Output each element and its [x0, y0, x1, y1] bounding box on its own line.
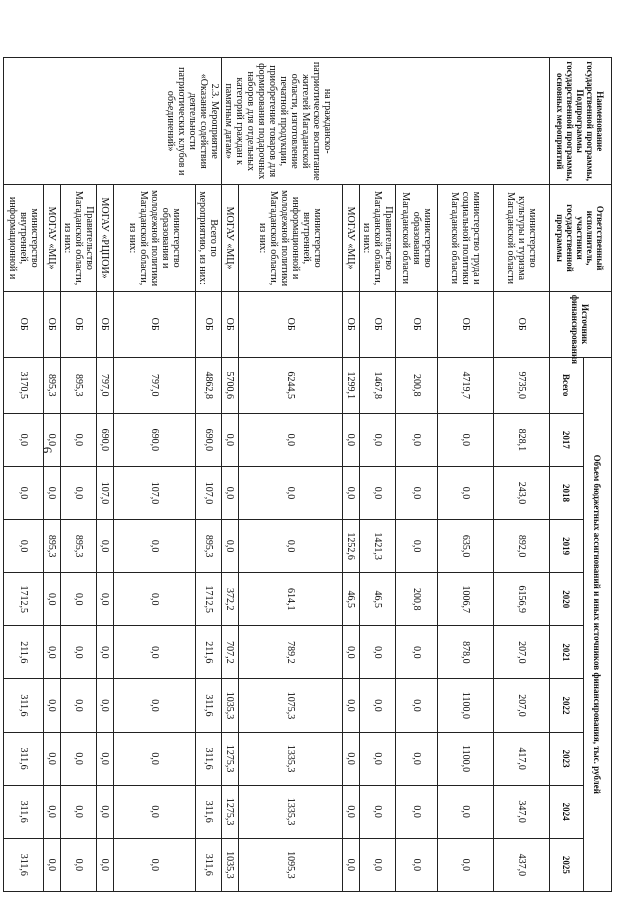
year-value-cell: 0,0 [44, 785, 61, 838]
total-cell: 1299,1 [343, 357, 360, 413]
responsible-cell: МОГАУ «МЦ» [343, 185, 360, 291]
year-value-cell: 0,0 [97, 838, 114, 891]
year-value-cell: 0,0 [44, 679, 61, 732]
year-value-cell: 0,0 [4, 466, 44, 519]
year-value-cell: 107,0 [97, 466, 114, 519]
year-value-cell: 0,0 [97, 785, 114, 838]
year-value-cell: 311,6 [196, 838, 222, 891]
year-value-cell: 690,0 [97, 413, 114, 466]
year-value-cell: 211,6 [4, 626, 44, 679]
year-value-cell: 0,0 [360, 626, 396, 679]
year-value-cell: 895,3 [61, 520, 97, 573]
year-value-cell: 311,6 [196, 732, 222, 785]
total-cell: 797,0 [114, 357, 196, 413]
year-value-cell: 311,6 [196, 679, 222, 732]
source-cell: ОБ [44, 291, 61, 357]
year-value-cell: 0,0 [61, 626, 97, 679]
year-value-cell: 107,0 [114, 466, 196, 519]
year-value-cell: 0,0 [97, 520, 114, 573]
header-name: Наименование государственной программы, Подпрограммы государственной программы, основных мероприятий [550, 58, 612, 185]
year-value-cell: 0,0 [44, 466, 61, 519]
year-value-cell: 0,0 [222, 413, 239, 466]
year-value-cell: 0,0 [396, 679, 438, 732]
source-cell: ОБ [494, 291, 550, 357]
year-value-cell: 789,2 [239, 626, 343, 679]
year-value-cell: 0,0 [343, 466, 360, 519]
year-value-cell: 0,0 [222, 466, 239, 519]
year-value-cell: 0,0 [360, 838, 396, 891]
table-row [196, 58, 222, 892]
year-value-cell: 0,0 [239, 520, 343, 573]
year-value-cell: 828,1 [494, 413, 550, 466]
year-value-cell: 1252,6 [343, 520, 360, 573]
year-value-cell: 0,0 [396, 466, 438, 519]
year-value-cell: 200,8 [396, 573, 438, 626]
year-value-cell: 0,0 [396, 838, 438, 891]
source-cell: ОБ [360, 291, 396, 357]
total-cell: 9735,0 [494, 357, 550, 413]
program-name-cell: 2.3. Мероприятие «Оказание содействия деятельности патриотических клубов и объединений» [4, 58, 222, 185]
year-value-cell: 372,2 [222, 573, 239, 626]
year-value-cell: 0,0 [44, 626, 61, 679]
total-cell: 200,8 [396, 357, 438, 413]
header-year: 2024 [550, 785, 584, 838]
year-value-cell: 0,0 [438, 785, 494, 838]
year-value-cell: 0,0 [44, 838, 61, 891]
source-cell: ОБ [222, 291, 239, 357]
table-row [494, 58, 550, 892]
year-value-cell: 0,0 [114, 573, 196, 626]
total-cell: 797,0 [97, 357, 114, 413]
year-value-cell: 0,0 [97, 626, 114, 679]
year-value-cell: 0,0 [396, 785, 438, 838]
funding-table [3, 57, 612, 892]
year-value-cell: 211,6 [196, 626, 222, 679]
header-year: 2022 [550, 679, 584, 732]
source-cell: ОБ [396, 291, 438, 357]
year-value-cell: 0,0 [360, 466, 396, 519]
year-value-cell: 895,3 [196, 520, 222, 573]
program-name-cell: на гражданско-патриотическое воспитание жителей Магаданской области, изготовление печатной продукции, приобретение товаров для формирования подарочных наборов для отдельных категорий граждан к памятным датам» [222, 58, 550, 185]
year-value-cell: 1100,0 [438, 679, 494, 732]
year-value-cell: 1335,3 [239, 732, 343, 785]
year-value-cell: 1421,3 [360, 520, 396, 573]
year-value-cell: 707,2 [222, 626, 239, 679]
responsible-cell: министерство культуры и туризма Магаданской области [494, 185, 550, 291]
total-cell: 1467,8 [360, 357, 396, 413]
year-value-cell: 0,0 [360, 785, 396, 838]
year-value-cell: 0,0 [360, 732, 396, 785]
year-value-cell: 347,0 [494, 785, 550, 838]
year-value-cell: 0,0 [97, 732, 114, 785]
header-source: Источник финансирования [550, 291, 612, 357]
source-cell: ОБ [114, 291, 196, 357]
responsible-cell: Правительство Магаданской области, из них: [360, 185, 396, 291]
year-value-cell: 1275,3 [222, 785, 239, 838]
responsible-cell: министерство образования Магаданской области [396, 185, 438, 291]
source-cell: ОБ [438, 291, 494, 357]
year-value-cell: 0,0 [44, 413, 61, 466]
header-year: 2018 [550, 466, 584, 519]
year-value-cell: 311,6 [196, 785, 222, 838]
header-responsible: Ответственный исполнитель, участники государственной программы [550, 185, 612, 291]
year-value-cell: 895,3 [44, 520, 61, 573]
year-value-cell: 878,0 [438, 626, 494, 679]
source-cell: ОБ [97, 291, 114, 357]
year-value-cell: 0,0 [343, 413, 360, 466]
year-value-cell: 0,0 [360, 679, 396, 732]
year-value-cell: 0,0 [61, 466, 97, 519]
year-value-cell: 0,0 [438, 838, 494, 891]
year-value-cell: 311,6 [4, 838, 44, 891]
year-value-cell: 1100,0 [438, 732, 494, 785]
header-year: 2017 [550, 413, 584, 466]
total-cell: 5700,6 [222, 357, 239, 413]
year-value-cell: 0,0 [114, 626, 196, 679]
year-value-cell: 0,0 [343, 838, 360, 891]
year-value-cell: 0,0 [44, 732, 61, 785]
year-value-cell: 614,1 [239, 573, 343, 626]
header-year: 2021 [550, 626, 584, 679]
year-value-cell: 6156,9 [494, 573, 550, 626]
page-number: 6 [40, 446, 55, 454]
header-year: 2023 [550, 732, 584, 785]
year-value-cell: 107,0 [196, 466, 222, 519]
header-year: 2020 [550, 573, 584, 626]
header-funding-group: Объем бюджетных ассигнований и иных источников финансирования, тыс. рублей [584, 357, 612, 891]
responsible-cell: МОГАУ «РЦПОИ» [97, 185, 114, 291]
year-value-cell: 1275,3 [222, 732, 239, 785]
year-value-cell: 0,0 [61, 679, 97, 732]
source-cell: ОБ [343, 291, 360, 357]
year-value-cell: 417,0 [494, 732, 550, 785]
responsible-cell: министерство образования и молодежной политики Магаданской области, из них: [114, 185, 196, 291]
year-value-cell: 0,0 [239, 466, 343, 519]
year-value-cell: 207,0 [494, 679, 550, 732]
responsible-cell: МОГАУ «МЦ» [222, 185, 239, 291]
year-value-cell: 0,0 [61, 838, 97, 891]
year-value-cell: 690,0 [114, 413, 196, 466]
year-value-cell: 1006,7 [438, 573, 494, 626]
year-value-cell: 0,0 [61, 413, 97, 466]
year-value-cell: 0,0 [438, 413, 494, 466]
year-value-cell: 0,0 [44, 573, 61, 626]
year-value-cell: 1035,3 [222, 838, 239, 891]
year-value-cell: 0,0 [114, 679, 196, 732]
year-value-cell: 0,0 [239, 413, 343, 466]
total-cell: 895,3 [61, 357, 97, 413]
year-value-cell: 0,0 [61, 573, 97, 626]
total-cell: 6244,5 [239, 357, 343, 413]
year-value-cell: 0,0 [114, 785, 196, 838]
year-value-cell: 437,0 [494, 838, 550, 891]
responsible-cell: министерство внутренней, информационной и [4, 185, 44, 291]
total-cell: 4862,8 [196, 357, 222, 413]
year-value-cell: 0,0 [61, 785, 97, 838]
year-value-cell: 0,0 [114, 838, 196, 891]
responsible-cell: Правительство Магаданской области, из них: [61, 185, 97, 291]
year-value-cell: 311,6 [4, 679, 44, 732]
year-value-cell: 690,0 [196, 413, 222, 466]
table-body [4, 58, 550, 892]
year-value-cell: 0,0 [343, 679, 360, 732]
year-value-cell: 46,5 [343, 573, 360, 626]
header-total: Всего [550, 357, 584, 413]
source-cell: ОБ [61, 291, 97, 357]
year-value-cell: 0,0 [61, 732, 97, 785]
year-value-cell: 311,6 [4, 785, 44, 838]
year-value-cell: 1712,5 [4, 573, 44, 626]
total-cell: 3170,5 [4, 357, 44, 413]
year-value-cell: 0,0 [396, 520, 438, 573]
total-cell: 4719,7 [438, 357, 494, 413]
year-value-cell: 0,0 [360, 413, 396, 466]
year-value-cell: 0,0 [343, 626, 360, 679]
year-value-cell: 0,0 [4, 413, 44, 466]
year-value-cell: 0,0 [4, 520, 44, 573]
rotated-table-container [7, 57, 612, 892]
year-value-cell: 0,0 [396, 626, 438, 679]
total-cell: 895,3 [44, 357, 61, 413]
year-value-cell: 892,0 [494, 520, 550, 573]
header-year: 2025 [550, 838, 584, 891]
responsible-cell: министерство внутренней, информационной и молодежной политики Магаданской области, из них: [239, 185, 343, 291]
source-cell: ОБ [196, 291, 222, 357]
year-value-cell: 0,0 [97, 573, 114, 626]
year-value-cell: 0,0 [438, 466, 494, 519]
year-value-cell: 0,0 [343, 732, 360, 785]
responsible-cell: Всего по мероприятию, из них: [196, 185, 222, 291]
year-value-cell: 0,0 [396, 413, 438, 466]
year-value-cell: 1712,5 [196, 573, 222, 626]
year-value-cell: 0,0 [114, 732, 196, 785]
year-value-cell: 46,5 [360, 573, 396, 626]
year-value-cell: 0,0 [222, 520, 239, 573]
year-value-cell: 1035,3 [222, 679, 239, 732]
year-value-cell: 243,0 [494, 466, 550, 519]
year-value-cell: 207,0 [494, 626, 550, 679]
header-year: 2019 [550, 520, 584, 573]
responsible-cell: министерство труда и социальной политики Магаданской области [438, 185, 494, 291]
source-cell: ОБ [239, 291, 343, 357]
year-value-cell: 635,0 [438, 520, 494, 573]
year-value-cell: 0,0 [343, 785, 360, 838]
year-value-cell: 0,0 [396, 732, 438, 785]
year-value-cell: 1095,3 [239, 838, 343, 891]
source-cell: ОБ [4, 291, 44, 357]
year-value-cell: 0,0 [114, 520, 196, 573]
year-value-cell: 1075,3 [239, 679, 343, 732]
year-value-cell: 1335,3 [239, 785, 343, 838]
year-value-cell: 311,6 [4, 732, 44, 785]
year-value-cell: 0,0 [97, 679, 114, 732]
responsible-cell: МОГАУ «МЦ» [44, 185, 61, 291]
